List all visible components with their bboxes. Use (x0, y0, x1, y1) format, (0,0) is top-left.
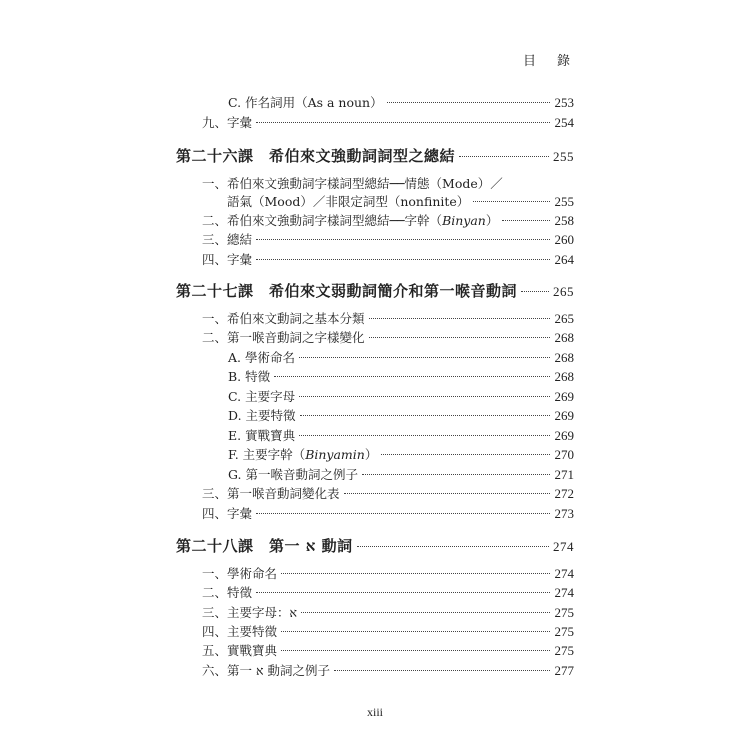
toc-entry-page: 255 (554, 194, 574, 209)
toc-entry-page: 255 (553, 149, 574, 164)
leader-dots (387, 102, 550, 103)
toc-entry-label: 一、希伯來文動詞之基本分類 (202, 311, 365, 326)
toc-entry-page: 274 (553, 539, 574, 554)
leader-dots (334, 670, 550, 671)
toc-entry-page: 273 (554, 506, 574, 521)
toc-entry-label: C. 作名詞用（As a noun） (228, 95, 383, 110)
toc-entry (202, 113, 574, 133)
leader-dots (362, 474, 550, 475)
running-header: 目 錄 (522, 54, 574, 69)
leader-dots (281, 631, 550, 632)
toc-entry-page: 253 (554, 95, 574, 110)
toc-entry (202, 211, 574, 231)
leader-dots (299, 396, 550, 397)
toc-entry-page: 260 (554, 232, 574, 247)
toc-entry-page: 274 (554, 566, 574, 581)
toc-entry-page: 258 (554, 213, 574, 228)
toc-entry (227, 192, 574, 212)
toc-entry-label: 六、第一 א 動詞之例子 (202, 663, 330, 678)
toc-entry-page: 265 (554, 311, 574, 326)
toc-entry (228, 426, 574, 446)
toc-entry-page: 270 (554, 447, 574, 462)
toc-entry (228, 387, 574, 407)
toc-entry-page: 269 (554, 408, 574, 423)
toc-entry-label: 二、希伯來文強動詞字樣詞型總結──字幹（Binyan） (202, 213, 499, 228)
leader-dots (300, 415, 550, 416)
toc-entry (202, 250, 574, 270)
leader-dots (299, 357, 550, 358)
toc-entry-page: 275 (554, 605, 574, 620)
toc-entry-page: 272 (554, 486, 574, 501)
toc-entry (228, 367, 574, 387)
toc-entry-page: 269 (554, 389, 574, 404)
toc-entry-label: 九、字彙 (202, 115, 253, 130)
leader-dots (281, 573, 550, 574)
toc-entry (202, 484, 574, 504)
toc-entry (228, 93, 574, 113)
leader-dots (256, 239, 550, 240)
leader-dots (357, 546, 549, 547)
toc-entry-page: 268 (554, 330, 574, 345)
toc-entry-page: 277 (554, 663, 574, 678)
toc-entry-label: 語氣（Mood）／非限定詞型（nonfinite） (227, 194, 470, 209)
toc-entry (202, 583, 574, 603)
toc-entry-label: 二、第一喉音動詞之字樣變化 (202, 330, 365, 345)
toc-entry-page: 275 (554, 624, 574, 639)
toc-entry (228, 445, 574, 465)
leader-dots (256, 513, 550, 514)
leader-dots (521, 291, 549, 292)
toc-entry (202, 622, 574, 642)
toc-entry-label: 三、主要字母：א (202, 605, 298, 620)
toc-entry-label: 三、總結 (202, 232, 253, 247)
toc-entry (202, 230, 574, 250)
toc-entry-page: 265 (553, 284, 574, 299)
toc-entry-label: D. 主要特徵 (228, 408, 296, 423)
toc-entry-page: 254 (554, 115, 574, 130)
leader-dots (281, 650, 550, 651)
toc-entry-label: 一、學術命名 (202, 566, 278, 581)
toc-entry (202, 309, 574, 329)
toc-entry-page: 271 (554, 467, 574, 482)
toc-entry-page: 275 (554, 643, 574, 658)
toc-entry-label: 一、希伯來文強動詞字樣詞型總結──情態（Mode）／ (202, 176, 503, 191)
leader-dots (256, 122, 550, 123)
toc-entry-page: 269 (554, 428, 574, 443)
toc-lesson-label: 第二十八課 第一 א 動詞 (176, 537, 353, 555)
toc-entry-label: 四、字彙 (202, 252, 253, 267)
toc-entry (228, 348, 574, 368)
toc-entry-page: 268 (554, 350, 574, 365)
leader-dots (256, 592, 550, 593)
leader-dots (459, 156, 549, 157)
leader-dots (381, 454, 550, 455)
toc-lesson-label: 第二十六課 希伯來文強動詞詞型之總結 (176, 147, 456, 165)
leader-dots (473, 201, 550, 202)
toc-entry-label: 四、字彙 (202, 506, 253, 521)
toc-entry-label: 四、主要特徵 (202, 624, 278, 639)
page-number: xiii (366, 705, 383, 719)
toc-entry-label: C. 主要字母 (228, 389, 296, 404)
toc-entry-label: E. 實戰寶典 (228, 428, 296, 443)
toc-entry-page: 274 (554, 585, 574, 600)
toc-entry (228, 465, 574, 485)
toc-entry (202, 174, 574, 194)
toc-entry-label: G. 第一喉音動詞之例子 (228, 467, 358, 482)
leader-dots (256, 259, 550, 260)
toc-lesson-heading (176, 535, 574, 555)
toc-entry-label: 三、第一喉音動詞變化表 (202, 486, 340, 501)
toc-entry (202, 328, 574, 348)
leader-dots (369, 318, 550, 319)
toc-entry-label: 二、特徵 (202, 585, 253, 600)
leader-dots (274, 376, 550, 377)
toc-lesson-heading (176, 145, 574, 165)
toc-entry (202, 641, 574, 661)
toc-lesson-heading (176, 280, 574, 300)
toc-lesson-label: 第二十七課 希伯來文弱動詞簡介和第一喉音動詞 (176, 282, 518, 300)
leader-dots (502, 220, 550, 221)
toc-entry-page: 268 (554, 369, 574, 384)
toc-entry (202, 603, 574, 623)
toc-entry-label: A. 學術命名 (228, 350, 295, 365)
toc-entry (202, 504, 574, 524)
toc-entry-label: B. 特徵 (228, 369, 271, 384)
toc-entry (228, 406, 574, 426)
leader-dots (369, 337, 550, 338)
toc-entry (202, 564, 574, 584)
toc-entry-page: 264 (554, 252, 574, 267)
leader-dots (301, 612, 550, 613)
leader-dots (344, 493, 550, 494)
toc-entry (202, 661, 574, 681)
toc-entry-label: F. 主要字幹（Binyamin） (228, 447, 378, 462)
leader-dots (299, 435, 550, 436)
toc-entry-label: 五、實戰寶典 (202, 643, 278, 658)
